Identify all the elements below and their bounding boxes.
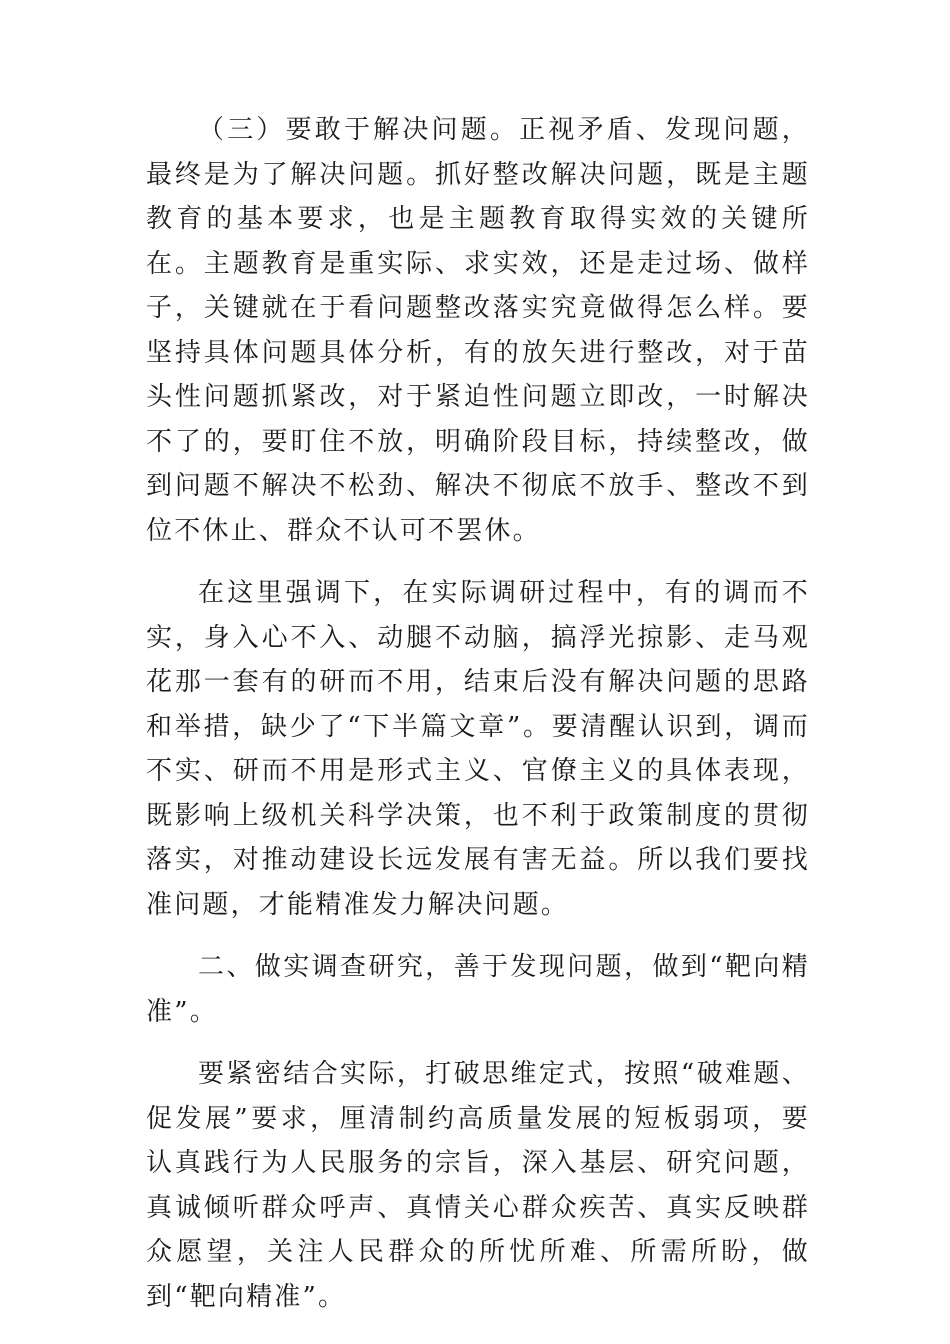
document-body bbox=[146, 108, 810, 1337]
paragraph-research-emphasis: 在这里强调下，在实际调研过程中，有的调而不实，身入心不入、动腿不动脑，搞浮光掠影、走马观花那一套有的研而不用，结束后没有解决问题的思路和举措，缺少了“下半篇文章”。要清醒认识到，调而不实、研而不用是形式主义、官僚主义的具体表现，既影响上级机关科学决策，也不利于政策制度的贯彻落实，对推动建设长远发展有害无益。所以我们要找准问题，才能精准发力解决问题。 bbox=[146, 578, 810, 920]
paragraph-precise-targeting: 要紧密结合实际，打破思维定式，按照“破难题、促发展”要求，厘清制约高质量发展的短板弱项，要认真践行为人民服务的宗旨，深入基层、研究问题，真诚倾听群众呼声、真情关心群众疾苦、真实反映群众愿望，关注人民群众的所忧所难、所需所盼，做到“靶向精准”。 bbox=[146, 1059, 810, 1312]
section-heading-two: 二、做实调查研究，善于发现问题，做到“靶向精准”。 bbox=[146, 952, 810, 1027]
paragraph-solve-problems: （三）要敢于解决问题。正视矛盾、发现问题，最终是为了解决问题。抓好整改解决问题，既是主题教育的基本要求，也是主题教育取得实效的关键所在。主题教育是重实际、求实效，还是走过场、做样子，关键就在于看问题整改落实究竟做得怎么样。要坚持具体问题具体分析，有的放矢进行整改，对于苗头性问题抓紧改，对于紧迫性问题立即改，一时解决不了的，要盯住不放，明确阶段目标，持续整改，做到问题不解决不松劲、解决不彻底不放手、整改不到位不休止、群众不认可不罢休。 bbox=[146, 115, 810, 546]
